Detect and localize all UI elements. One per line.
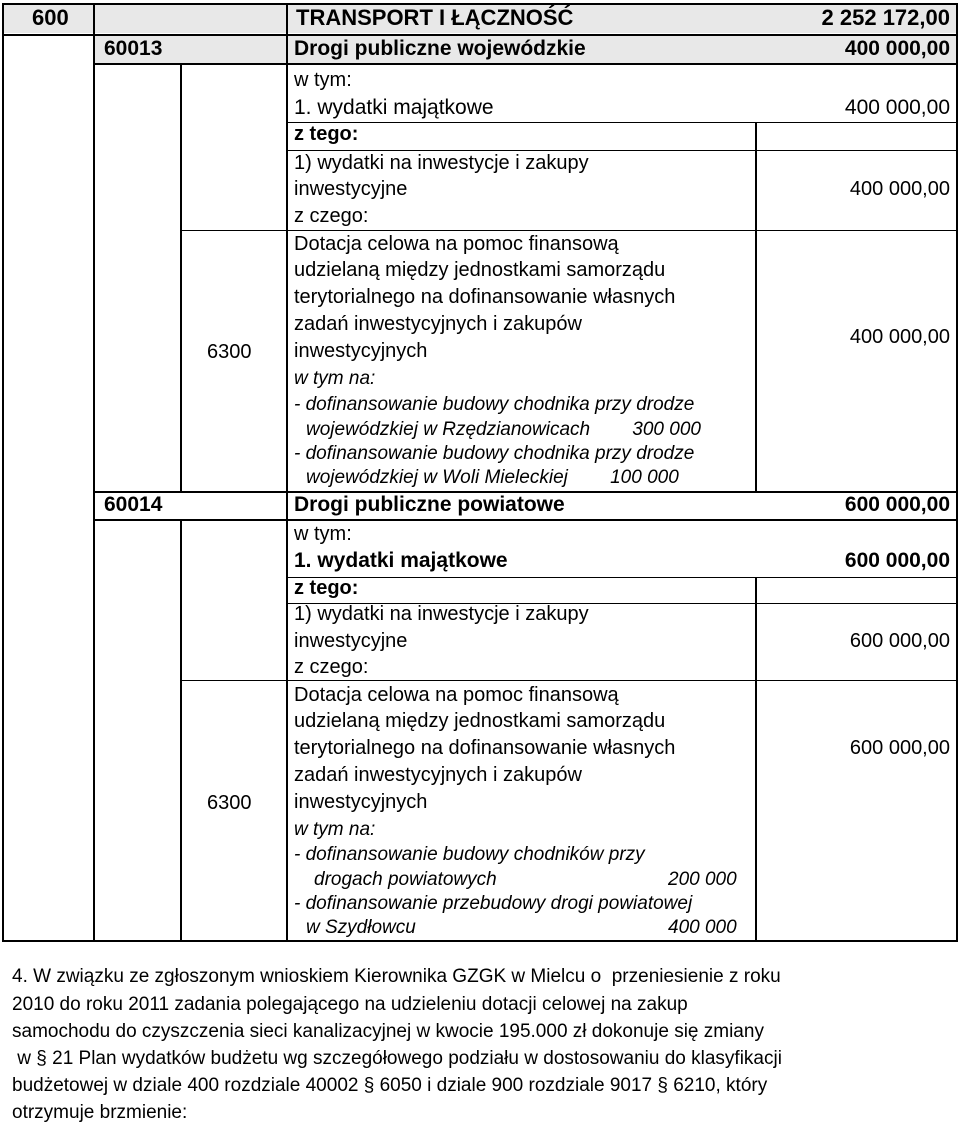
item-amount: 200 000 [668, 869, 737, 890]
chapter-name: Drogi publiczne wojewódzkie [294, 37, 586, 60]
z-tego-label: z tego: [294, 577, 359, 599]
chapter-name: Drogi publiczne powiatowe [294, 493, 565, 516]
majatkowe-amount: 600 000,00 [844, 549, 950, 572]
paragraph-line: 2010 do roku 2011 zadania polegającego na udzieleniu dotacji celowej na zakup [12, 994, 688, 1015]
dotacja-line4: zadań inwestycyjnych i zakupów [294, 313, 582, 335]
w-tym-label: w tym: [294, 523, 352, 545]
division-code: 600 [32, 5, 69, 30]
paragraph-line: otrzymuje brzmienie: [12, 1102, 188, 1123]
majatkowe-label: 1. wydatki majątkowe [294, 549, 508, 572]
paragraph-line: 4. W związku ze zgłoszonym wnioskiem Kierownika GZGK w Mielcu o przeniesienie z roku [12, 966, 781, 987]
w-tym-na-label: w tym na: [294, 368, 376, 389]
dotacja-line5: inwestycyjnych [294, 340, 428, 362]
item-line: wojewódzkiej w Woli Mieleckiej 100 000 [306, 467, 679, 488]
item-line: - dofinansowanie przebudowy drogi powiatowej [294, 893, 693, 914]
dotacja-amount: 400 000,00 [849, 326, 950, 348]
item-amount: 400 000 [668, 917, 737, 938]
w-tym-na-label: w tym na: [294, 819, 376, 840]
inwest-amount: 600 000,00 [849, 630, 950, 652]
chapter-code: 60013 [104, 37, 163, 60]
dotacja-line2: udzielaną między jednostkami samorządu [294, 710, 666, 732]
inwest-amount: 400 000,00 [849, 178, 950, 200]
item-line: wojewódzkiej w Rzędzianowicach 300 000 [306, 419, 701, 440]
paragraph-line: w § 21 Plan wydatków budżetu wg szczegółowego podziału w dostosowaniu do klasyfikacji [12, 1048, 782, 1069]
z-tego-label: z tego: [294, 123, 359, 145]
paragraph-code: 6300 [207, 341, 252, 363]
paragraph-line: samochodu do czyszczenia sieci kanalizacyjnej w kwocie 195.000 zł dokonuje się zmiany [12, 1021, 764, 1042]
chapter-amount: 400 000,00 [844, 37, 950, 60]
paragraph-line: budżetowej w dziale 400 rozdziale 40002 § 6050 i dziale 900 rozdziale 9017 § 6210, który [12, 1075, 768, 1096]
dotacja-line3: terytorialnego na dofinansowanie własnych [294, 737, 676, 759]
inwest-line1: 1) wydatki na inwestycje i zakupy [294, 603, 589, 625]
w-tym-label: w tym: [294, 69, 352, 91]
dotacja-line3: terytorialnego na dofinansowanie własnych [294, 286, 676, 308]
chapter-code: 60014 [104, 493, 163, 516]
division-amount: 2 252 172,00 [821, 5, 950, 30]
item-line: drogach powiatowych [314, 869, 497, 890]
inwest-line2: inwestycyjne [294, 178, 408, 200]
dotacja-line1: Dotacja celowa na pomoc finansową [294, 684, 619, 706]
majatkowe-amount: 400 000,00 [844, 96, 950, 119]
dotacja-amount: 600 000,00 [849, 737, 950, 759]
z-czego-label: z czego: [294, 205, 369, 227]
item-line: - dofinansowanie budowy chodnika przy drodze [294, 443, 695, 464]
inwest-line2: inwestycyjne [294, 630, 408, 652]
item-line: - dofinansowanie budowy chodnika przy drodze [294, 394, 695, 415]
dotacja-line1: Dotacja celowa na pomoc finansową [294, 233, 619, 255]
z-czego-label: z czego: [294, 656, 369, 678]
majatkowe-label: 1. wydatki majątkowe [294, 96, 494, 119]
dotacja-line2: udzielaną między jednostkami samorządu [294, 259, 666, 281]
paragraph-code: 6300 [207, 792, 252, 814]
inwest-line1: 1) wydatki na inwestycje i zakupy [294, 152, 589, 174]
division-name: TRANSPORT I ŁĄCZNOŚĆ [296, 5, 574, 30]
item-line: - dofinansowanie budowy chodników przy [294, 844, 645, 865]
dotacja-line5: inwestycyjnych [294, 791, 428, 813]
item-line: w Szydłowcu [306, 917, 416, 938]
chapter-amount: 600 000,00 [844, 493, 950, 516]
dotacja-line4: zadań inwestycyjnych i zakupów [294, 764, 582, 786]
